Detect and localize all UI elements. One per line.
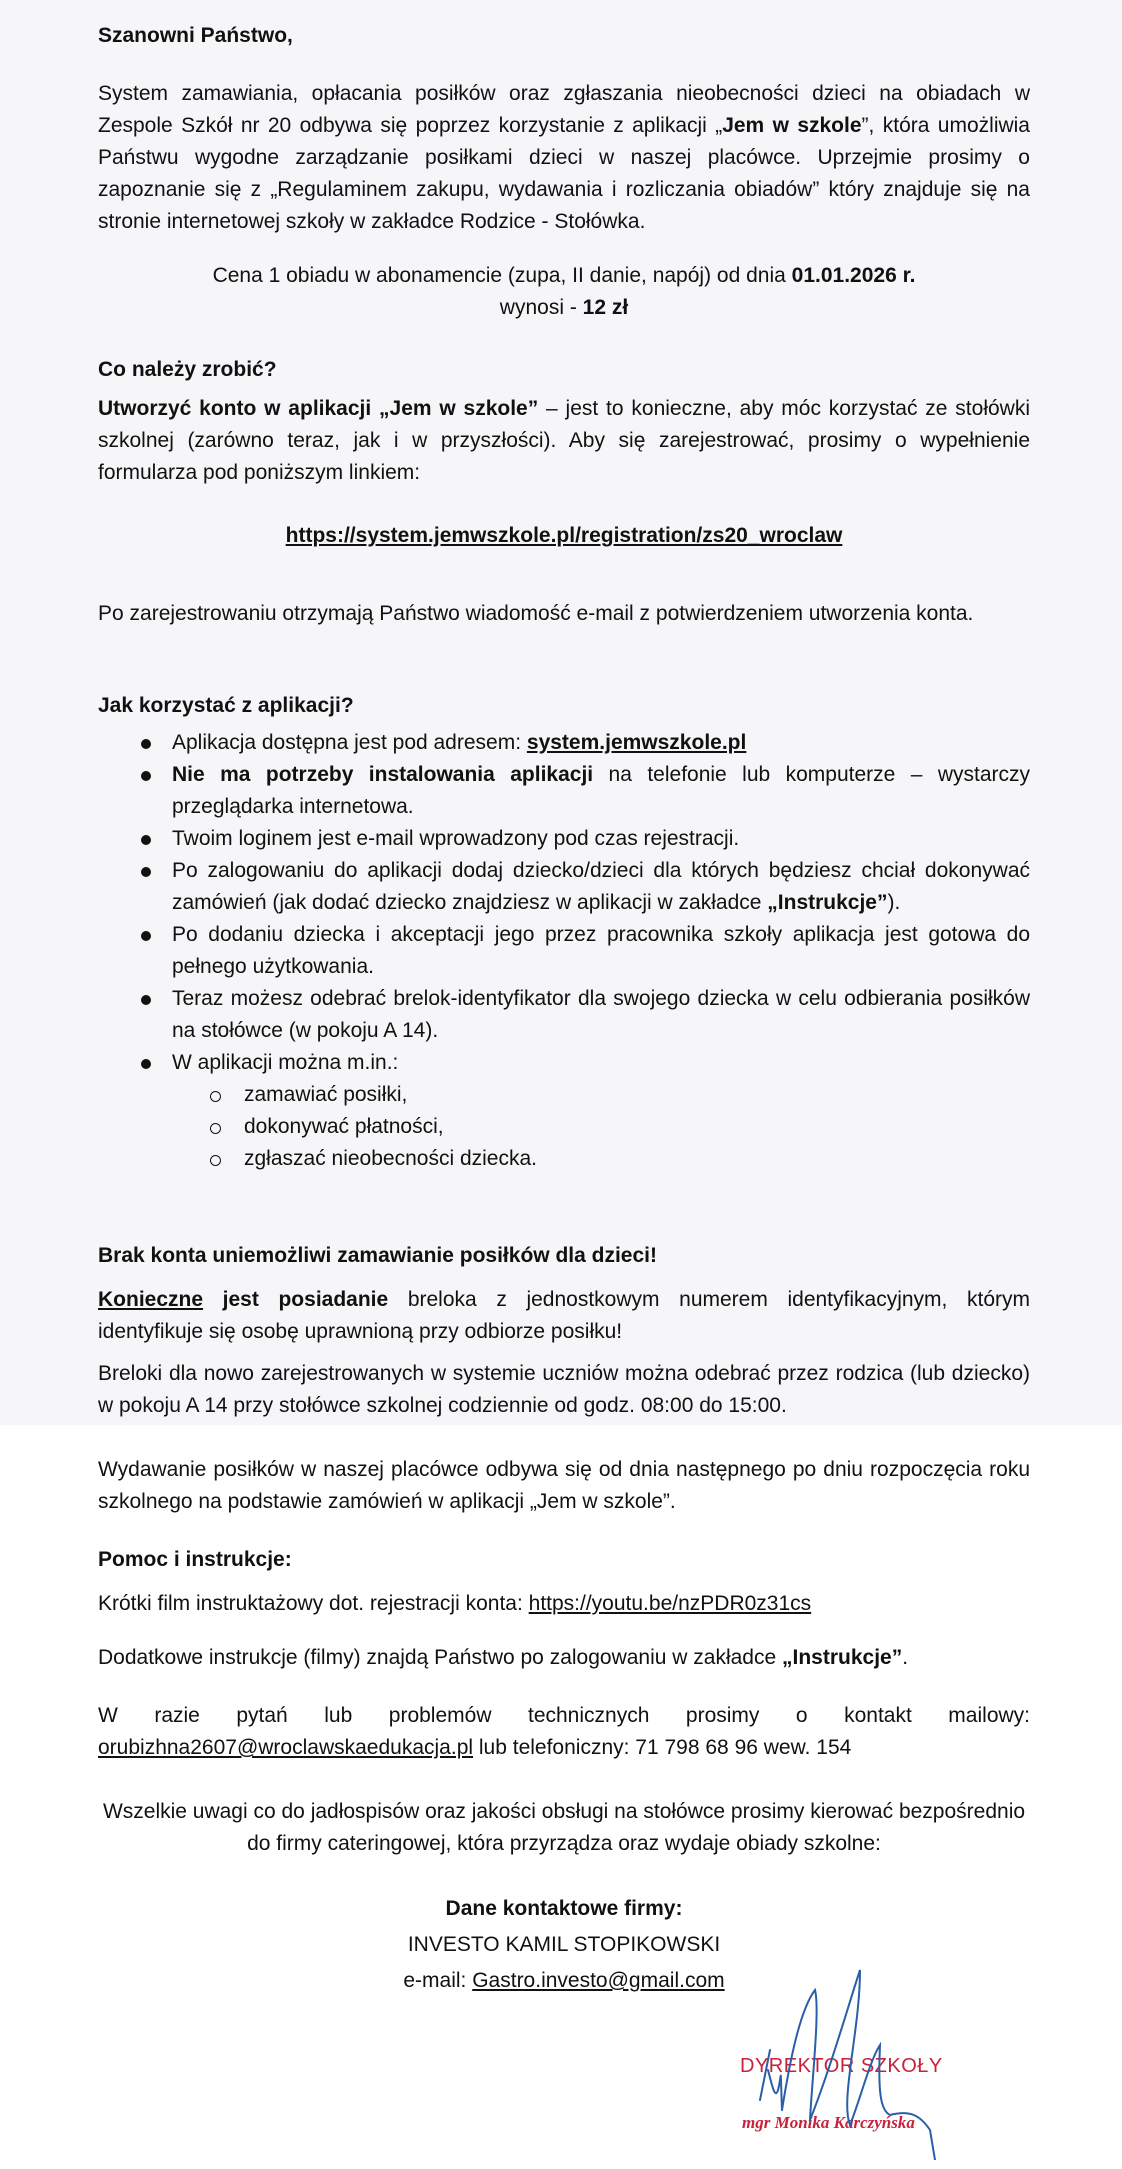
bullet-icon (141, 771, 151, 781)
list-item: Teraz możesz odebrać brelok-identyfikator dla swojego dziecka w celu odbierania posiłków na stołówce (w pokoju A 14). (98, 983, 1030, 1047)
list-item: Po zalogowaniu do aplikacji dodaj dziecko/dzieci dla których będziesz chciał dokonywać zamówień (jak dodać dziecko znajdziesz w aplikacji w zakładce „Instrukcje”). (98, 855, 1030, 919)
list-item: Nie ma potrzeby instalowania aplikacji na telefonie lub komputerze – wystarczy przeglądarka internetowa. (98, 759, 1030, 823)
catering-note: Wszelkie uwagi co do jadłospisów oraz jakości obsługi na stołówce prosimy kierować bezpośrednio do firmy cateringowej, która przyrządza oraz wydaje obiady szkolne: (102, 1800, 1026, 1855)
bullet-icon (141, 995, 151, 1005)
price-amount: 12 zł (582, 296, 629, 319)
heading-help: Pomoc i instrukcje: (98, 1548, 292, 1571)
signature-icon (720, 1950, 980, 2160)
list-item: Aplikacja dostępna jest pod adresem: system.jemwszkole.pl (98, 727, 1030, 759)
create-account-paragraph: Utworzyć konto w aplikacji „Jem w szkole” – jest to konieczne, aby móc korzystać ze stołówki szkolnej (zarówno teraz, jak i w przyszłości). Aby się zarejestrować, prosimy o wypełnienie formularza pod poniższym linkiem: (98, 397, 1030, 484)
heading-how-to-use: Jak korzystać z aplikacji? (98, 694, 354, 717)
price-info: Cena 1 obiadu w abonamencie (zupa, II danie, napój) od dnia 01.01.2026 r. wynosi - 12 zł (212, 264, 916, 319)
list-item: Po dodaniu dziecka i akceptacji jego przez pracownika szkoły aplikacja jest gotowa do pełnego użytkowania. (98, 919, 1030, 983)
no-account-warning: Brak konta uniemożliwi zamawianie posiłków dla dzieci! (98, 1244, 657, 1267)
bullet-icon (141, 931, 151, 941)
price-date: 01.01.2026 r. (791, 264, 916, 287)
company-contact: Dane kontaktowe firmy: INVESTO KAMIL STOPIKOWSKI e-mail: Gastro.investo@gmail.com (98, 1893, 1030, 1997)
circle-bullet-icon (210, 1123, 221, 1134)
circle-bullet-icon (210, 1091, 221, 1102)
heading-what-to-do: Co należy zrobić? (98, 358, 277, 381)
bullet-icon (141, 835, 151, 845)
registration-link[interactable]: https://system.jemwszkole.pl/registration/zs20_wroclaw (285, 524, 843, 547)
how-to-use-list (98, 727, 1030, 1175)
app-address-link[interactable]: system.jemwszkole.pl (526, 731, 747, 754)
bullet-icon (141, 739, 151, 749)
stamp-name: mgr Monika Karczyńska (742, 2113, 915, 2132)
company-name: INVESTO KAMIL STOPIKOWSKI (407, 1933, 721, 1956)
stamp-title: DYREKTOR SZKOŁY (740, 2055, 943, 2077)
keyfob-pickup-paragraph: Breloki dla nowo zarejestrowanych w systemie uczniów można odebrać przez rodzica (lub dziecko) w pokoju A 14 przy stołówce szkolnej codziennie od godz. 08:00 do 15:00. (98, 1362, 1030, 1417)
circle-bullet-icon (210, 1155, 221, 1166)
after-registration-paragraph: Po zarejestrowaniu otrzymają Państwo wiadomość e-mail z potwierdzeniem utworzenia konta. (98, 602, 974, 625)
extra-instructions-row: Dodatkowe instrukcje (filmy) znajdą Państwo po zalogowaniu w zakładce „Instrukcje”. (98, 1646, 909, 1669)
intro-paragraph: System zamawiania, opłacania posiłków oraz zgłaszania nieobecności dzieci na obiadach w Zespole Szkół nr 20 odbywa się poprzez korzystanie z aplikacji „Jem w szkole”, która umożliwia Państwu wygodne zarządzanie posiłkami dzieci w naszej placówce. Uprzejmie prosimy o zapoznanie się z „Regulaminem zakupu, wydawania i rozliczania obiadów” który znajduje się na stronie internetowej szkoły w zakładce Rodzice - Stołówka. (98, 82, 1030, 233)
video-link[interactable]: https://youtu.be/nzPDR0z31cs (528, 1592, 812, 1615)
video-row: Krótki film instruktażowy dot. rejestracji konta: https://youtu.be/nzPDR0z31cs (98, 1592, 812, 1615)
list-item: W aplikacji można m.in.: (98, 1047, 1030, 1079)
registration-link-row (98, 520, 1030, 552)
bullet-icon (141, 1059, 151, 1069)
sub-list-item: dokonywać płatności, (98, 1111, 1030, 1143)
contact-paragraph: W razie pytań lub problemów technicznych prosimy o kontakt mailowy: orubizhna2607@wroclawskaedukacja.pl lub telefoniczny: 71 798 68 96 wew. 154 (98, 1704, 1030, 1759)
sub-list-item: zamawiać posiłki, (98, 1079, 1030, 1111)
sub-list-item: zgłaszać nieobecności dziecka. (98, 1143, 1030, 1175)
company-heading: Dane kontaktowe firmy: (445, 1897, 683, 1920)
company-email-link[interactable]: Gastro.investo@gmail.com (472, 1969, 725, 1992)
list-item: Twoim loginem jest e-mail wprowadzony pod czas rejestracji. (98, 823, 1030, 855)
app-name: Jem w szkole (722, 114, 862, 137)
greeting: Szanowni Państwo, (98, 24, 293, 47)
bullet-icon (141, 867, 151, 877)
keyfob-paragraph: Konieczne jest posiadanie breloka z jednostkowym numerem identyfikacyjnym, którym identyfikuje się osobę uprawnioną przy odbiorze posiłku! (98, 1288, 1030, 1343)
serving-paragraph: Wydawanie posiłków w naszej placówce odbywa się od dnia następnego po dniu rozpoczęcia roku szkolnego na podstawie zamówień w aplikacji „Jem w szkole”. (98, 1458, 1030, 1513)
contact-email-link[interactable]: orubizhna2607@wroclawskaedukacja.pl (98, 1736, 474, 1759)
